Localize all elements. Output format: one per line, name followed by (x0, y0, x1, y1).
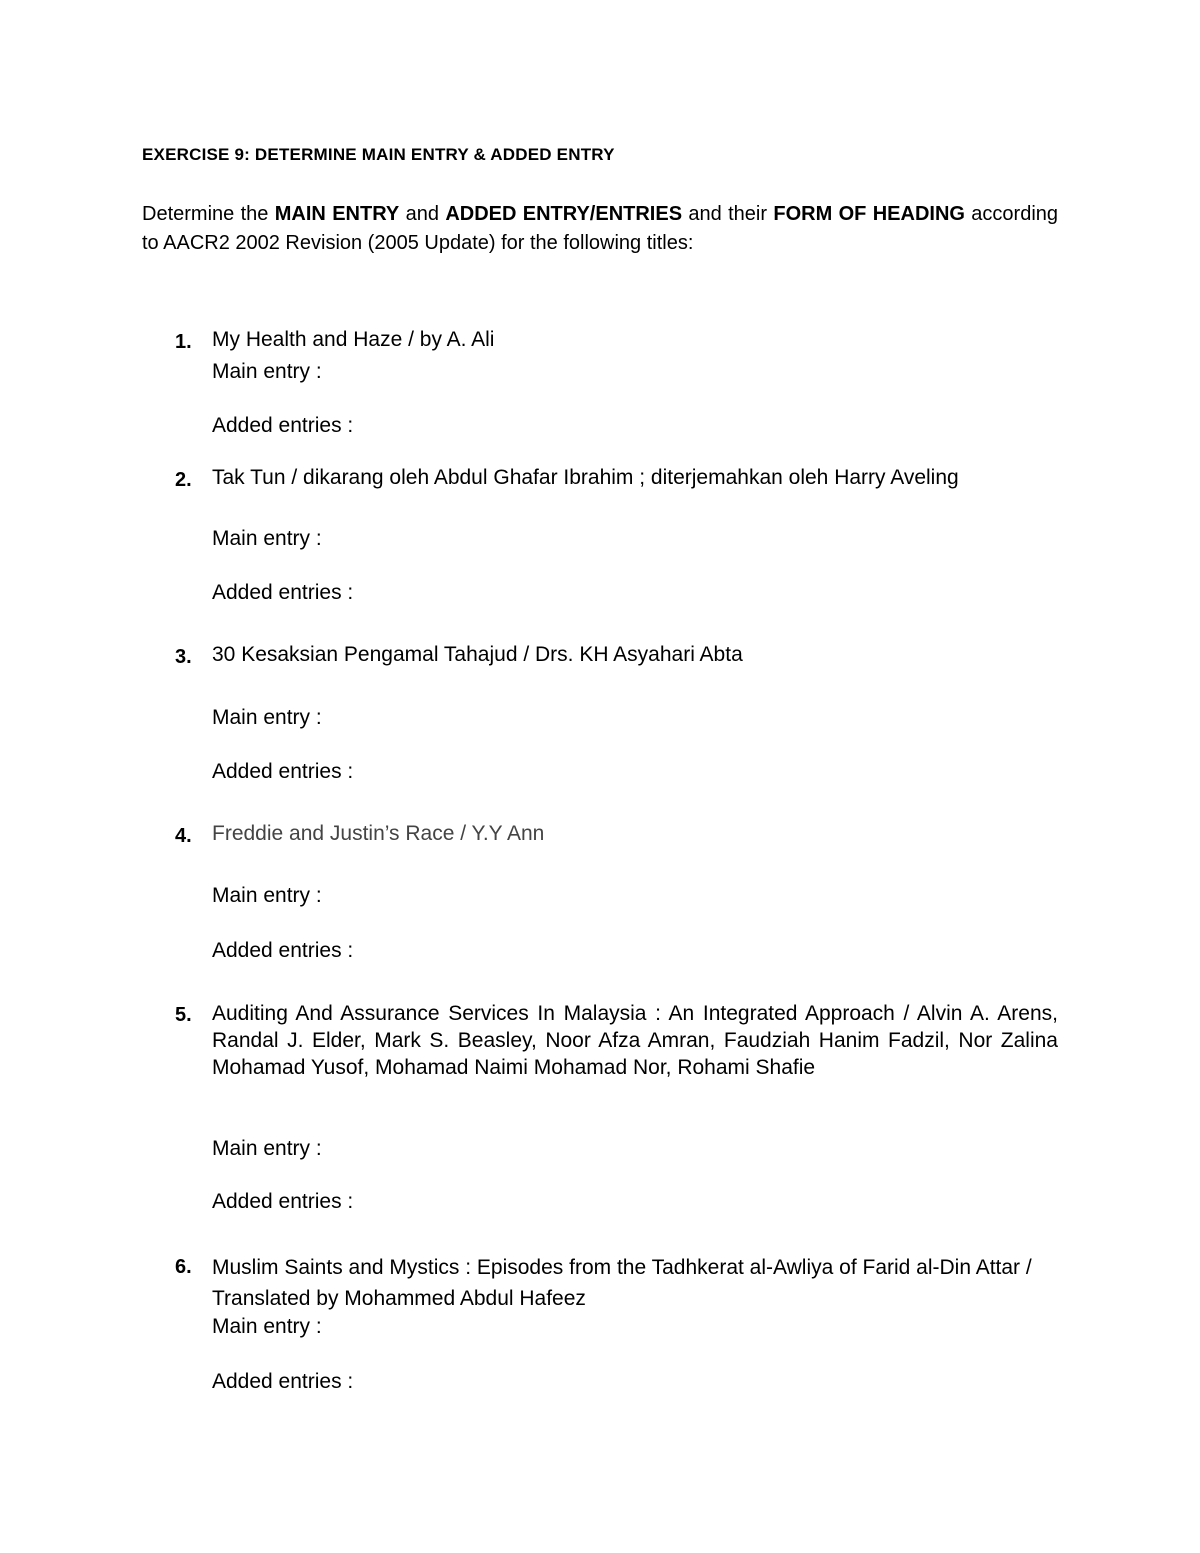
item-6-main-entry-label: Main entry : (212, 1315, 322, 1338)
item-5-number: 5. (175, 1004, 192, 1026)
instructions: Determine the MAIN ENTRY and ADDED ENTRY/ENTRIES and their FORM OF HEADING according to AACR2 2002 Revision (2005 Update) for the following titles: (142, 203, 1059, 254)
item-3-title: 30 Kesaksian Pengamal Tahajud / Drs. KH Asyahari Abta (212, 643, 743, 666)
item-6-title: Muslim Saints and Mystics : Episodes from the Tadhkerat al-Awliya of Farid al-Din Attar / Translated by Mohammed Abdul Hafeez (212, 1256, 1032, 1310)
item-6-number: 6. (175, 1256, 192, 1278)
item-2-main-entry-label: Main entry : (212, 527, 322, 550)
item-1-main-entry-label: Main entry : (212, 360, 322, 383)
item-2-title: Tak Tun / dikarang oleh Abdul Ghafar Ibrahim ; diterjemahkan oleh Harry Aveling (212, 466, 959, 489)
item-2-number: 2. (175, 469, 192, 491)
exercise-title: EXERCISE 9: DETERMINE MAIN ENTRY & ADDED ENTRY (142, 145, 615, 164)
item-5-main-entry-label: Main entry : (212, 1137, 322, 1160)
item-3-main-entry-label: Main entry : (212, 706, 322, 729)
item-4-number: 4. (175, 825, 192, 847)
item-4-added-entries-label: Added entries : (212, 939, 354, 962)
item-1-title: My Health and Haze / by A. Ali (212, 328, 495, 351)
item-3-added-entries-label: Added entries : (212, 760, 354, 783)
item-1-added-entries-label: Added entries : (212, 414, 354, 437)
item-5-added-entries-label: Added entries : (212, 1190, 354, 1213)
item-1-number: 1. (175, 331, 192, 353)
item-2-added-entries-label: Added entries : (212, 581, 354, 604)
item-6-added-entries-label: Added entries : (212, 1370, 354, 1393)
item-5-title: Auditing And Assurance Services In Malaysia : An Integrated Approach / Alvin A. Arens, Randal J. Elder, Mark S. Beasley, Noor Afza Amran, Faudziah Hanim Fadzil, Nor Zalina Mohamad Yusof, Mohamad Naimi Mohamad Nor, Rohami Shafie (212, 1002, 1058, 1079)
item-4-title: Freddie and Justin’s Race / Y.Y Ann (212, 822, 545, 845)
item-4-main-entry-label: Main entry : (212, 884, 322, 907)
item-3-number: 3. (175, 646, 192, 668)
